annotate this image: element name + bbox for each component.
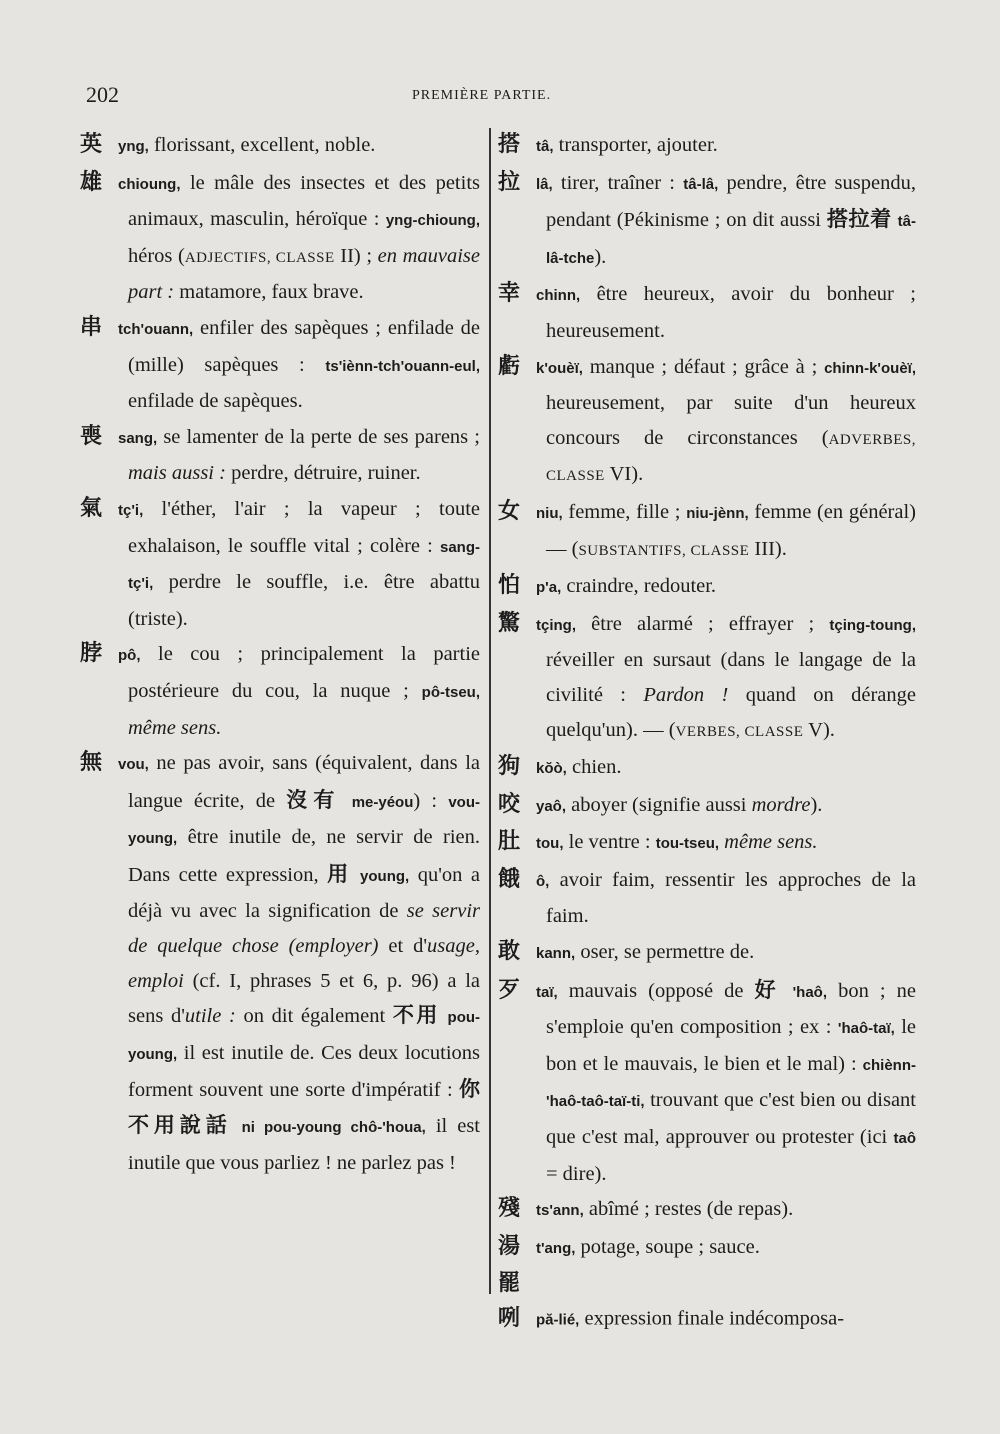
romanization: niu-jènn, xyxy=(686,504,749,522)
dictionary-entry xyxy=(498,166,916,277)
definition-text: ) : xyxy=(413,789,449,812)
romanization: taï, xyxy=(536,983,558,1001)
inline-characters: 好 xyxy=(754,977,782,1002)
dictionary-entry xyxy=(498,128,916,165)
definition-text: aboyer (signifie aussi xyxy=(566,793,752,816)
romanization: tou, xyxy=(536,835,564,853)
romanization: tçing-toung, xyxy=(829,616,916,634)
definition-text: potage, soupe ; sauce. xyxy=(575,1235,760,1258)
definition-text: V). xyxy=(803,718,835,741)
romanization: p'a, xyxy=(536,579,562,597)
definition-text: et d' xyxy=(378,935,428,958)
headword-character: 無 xyxy=(80,750,103,776)
inline-characters: 用 xyxy=(327,861,352,886)
headword-character: 殘 xyxy=(498,1196,521,1222)
headword-character: 雄 xyxy=(80,169,103,195)
romanization: tâ, xyxy=(536,138,554,155)
dictionary-entry xyxy=(498,750,916,787)
headword-character: 女 xyxy=(498,498,521,524)
romanization: yaô, xyxy=(536,797,567,815)
headword-character: 湯 xyxy=(498,1233,521,1259)
definition-text xyxy=(352,864,361,886)
definition-text: se lamenter de la perte de ses parens ; xyxy=(157,425,480,448)
romanization: taô xyxy=(893,1130,916,1148)
dictionary-entry xyxy=(80,420,480,491)
dictionary-entry xyxy=(498,1230,916,1267)
inline-characters: 沒有 xyxy=(286,787,341,812)
definition-text: le mâle des insectes et des petits animaux, masculin, héroïque : xyxy=(128,171,480,231)
definition-text xyxy=(440,1005,448,1027)
dictionary-entry xyxy=(80,492,480,636)
definition-text: être heureux, avoir du bonheur ; heureusement. xyxy=(546,283,916,342)
headword-character: 怕 xyxy=(498,573,521,599)
headword-character: 英 xyxy=(80,132,103,157)
definition-text: chien. xyxy=(566,756,622,779)
italic-text: mais aussi : xyxy=(128,462,226,485)
romanization: sang, xyxy=(118,429,158,447)
definition-text: l'éther, l'air ; la vapeur ; toute exhalaison, le souffle vital ; colère : xyxy=(128,497,480,557)
definition-text: qu'on a déjà vu avec la signification de xyxy=(128,863,481,923)
headword-character: 餓 xyxy=(498,866,521,892)
dictionary-entry xyxy=(498,350,916,494)
definition-text: être inutile de, ne servir de rien. Dans cette expression, xyxy=(128,826,480,886)
romanization: kann, xyxy=(536,945,576,963)
romanization: ts'ann, xyxy=(536,1202,584,1220)
definition-text xyxy=(232,1115,242,1137)
definition-text: pendre, être suspendu, pendant (Pékinisme ; on dit aussi xyxy=(546,171,916,232)
dictionary-entry xyxy=(498,863,916,934)
romanization: pă-lié, xyxy=(536,1312,580,1329)
romanization: tch'ouann, xyxy=(118,320,194,338)
headword-character: 虧 xyxy=(498,353,521,379)
dictionary-entry xyxy=(80,637,480,745)
headword-character: 拉 xyxy=(498,169,521,195)
romanization: tâ-lâ, xyxy=(683,175,719,193)
definition-text: matamore, faux brave. xyxy=(174,281,364,304)
definition-text: le cou ; principalement la partie postérieure du cou, la nuque ; xyxy=(128,643,480,702)
definition-text: il est inutile de. Ces deux locutions forment souvent une sorte d'impératif : xyxy=(128,1041,480,1102)
definition-text: quand on dérange quelqu'un). — ( xyxy=(546,683,916,741)
romanization: chioung, xyxy=(118,175,181,193)
romanization: pô-tseu, xyxy=(421,683,480,701)
definition-text xyxy=(782,980,793,1002)
headword-character: 罷咧 xyxy=(498,1271,521,1331)
dictionary-entry xyxy=(80,746,480,1180)
definition-text: ). xyxy=(594,245,607,268)
definition-text: ne pas avoir, sans (équivalent, dans la langue écrite, de xyxy=(128,752,480,812)
dictionary-entry xyxy=(498,788,916,825)
dictionary-entry xyxy=(80,128,480,165)
romanization: lâ, xyxy=(536,175,553,193)
romanization: ô, xyxy=(536,872,550,890)
small-caps-text: ADVERBES, CLASSE xyxy=(546,431,916,485)
romanization: chiènn-'haô-taô-taï-ti, xyxy=(546,1056,916,1111)
dictionary-entry xyxy=(498,825,916,862)
headword-character: 狗 xyxy=(498,754,521,780)
dictionary-entry xyxy=(498,607,916,749)
definition-text: femme, fille ; xyxy=(562,500,687,523)
dictionary-entry xyxy=(498,495,916,568)
italic-text: usage, emploi xyxy=(128,935,480,992)
definition-text: manque ; défaut ; grâce à ; xyxy=(582,355,825,378)
dictionary-entry xyxy=(80,311,480,419)
dictionary-entry xyxy=(498,935,916,972)
romanization: yng, xyxy=(118,138,149,155)
inline-characters: 你不用說話 xyxy=(128,1077,480,1138)
definition-text: transporter, ajouter. xyxy=(553,134,718,156)
running-head: PREMIÈRE PARTIE. xyxy=(412,88,552,103)
small-caps-text: SUBSTANTIFS, CLASSE xyxy=(578,542,750,559)
definition-text: VI). xyxy=(604,463,644,486)
small-caps-text: VERBES, CLASSE xyxy=(675,723,804,740)
page-number: 202 xyxy=(86,82,119,107)
definition-text xyxy=(340,790,351,812)
headword-character: 敢 xyxy=(498,939,521,965)
definition-text: on dit également xyxy=(235,1005,393,1028)
italic-text: mordre xyxy=(751,793,811,816)
left-column xyxy=(80,128,480,1181)
definition-text: il est inutile que vous parliez ! ne parlez pas ! xyxy=(128,1115,481,1174)
romanization: 'haô-taï, xyxy=(837,1020,895,1038)
romanization: k'ouèï, xyxy=(536,359,583,377)
dictionary-entry xyxy=(498,1192,916,1229)
romanization: tâ-lâ-tche xyxy=(546,213,917,267)
dictionary-entry xyxy=(498,277,916,348)
definition-text: avoir faim, ressentir les approches de la faim. xyxy=(546,868,916,928)
romanization: tou-tseu, xyxy=(655,835,720,853)
romanization: 'haô, xyxy=(792,983,827,1001)
definition-text: expression finale indécomposa- xyxy=(579,1308,845,1330)
romanization: tçing, xyxy=(536,616,576,634)
romanization: yng-chioung, xyxy=(385,212,480,230)
definition-text: bon ; ne s'emploie qu'en composition ; ex : xyxy=(546,979,917,1039)
definition-text: le ventre : xyxy=(563,831,656,854)
headword-character: 喪 xyxy=(80,423,103,449)
italic-text: se servir de quelque chose (employer) xyxy=(128,900,480,958)
italic-text: même sens. xyxy=(724,831,818,854)
romanization: t'ang, xyxy=(536,1239,576,1257)
definition-text: mauvais (opposé de xyxy=(557,979,755,1002)
italic-text: en mauvaise part : xyxy=(128,244,480,304)
romanization: ts'iènn-tch'ouann-eul, xyxy=(325,357,480,375)
headword-character: 氣 xyxy=(80,495,103,521)
definition-text: heureusement, par suite d'un heureux concours de circonstances ( xyxy=(546,392,916,449)
romanization: chinn-k'ouèï, xyxy=(824,359,916,377)
definition-text: = dire). xyxy=(546,1162,607,1185)
definition-text: perdre le souffle, i.e. être abattu (triste). xyxy=(128,571,480,630)
definition-text: enfilade de sapèques. xyxy=(128,390,303,413)
definition-text: florissant, excellent, noble. xyxy=(148,134,376,156)
definition-text: trouvant que c'est bien ou disant que c'est mal, approuver ou protester (ici xyxy=(546,1089,916,1149)
definition-text: II) ; xyxy=(334,244,378,267)
romanization: chinn, xyxy=(536,287,581,305)
definition-text: oser, se permettre de. xyxy=(575,941,755,964)
inline-characters: 不用 xyxy=(392,1003,440,1028)
definition-text: enfiler des sapèques ; enfilade de (mille) sapèques : xyxy=(128,316,480,376)
definition-text: abîmé ; restes (de repas). xyxy=(583,1198,794,1221)
column-divider xyxy=(489,128,491,1294)
small-caps-text: ADJECTIFS, CLASSE xyxy=(184,249,335,266)
romanization: me-yéou xyxy=(351,793,414,811)
definition-text: (cf. I, phrases 5 et 6, p. 96) a la sens d' xyxy=(128,969,480,1028)
definition-text: craindre, redouter. xyxy=(561,575,717,598)
italic-text: utile : xyxy=(184,1005,236,1028)
dictionary-entry xyxy=(498,1267,916,1338)
definition-text: perdre, détruire, ruiner. xyxy=(225,462,421,485)
headword-character: 搭 xyxy=(498,132,521,157)
romanization: kŏò, xyxy=(536,760,567,778)
definition-text: III). xyxy=(749,537,787,560)
dictionary-entry xyxy=(498,973,916,1192)
definition-text: ). xyxy=(810,793,823,816)
headword-character: 肚 xyxy=(498,829,521,855)
definition-text: être alarmé ; effrayer ; xyxy=(576,612,830,635)
romanization: vou, xyxy=(118,756,149,774)
romanization: pô, xyxy=(118,647,141,665)
romanization: ni pou-young chô-'houa, xyxy=(241,1119,426,1137)
headword-character: 驚 xyxy=(498,610,521,636)
definition-text: réveiller en sursaut (dans le langage de la civilité : xyxy=(546,649,916,706)
inline-characters: 搭拉着 xyxy=(826,207,892,232)
italic-text: même sens. xyxy=(128,716,222,739)
romanization: tç'i, xyxy=(118,501,144,519)
headword-character: 脖 xyxy=(80,641,103,667)
headword-character: 咬 xyxy=(498,791,521,817)
romanization: vou-young, xyxy=(128,793,480,848)
dictionary-entry xyxy=(498,569,916,606)
definition-text: tirer, traîner : xyxy=(552,171,684,194)
italic-text: Pardon ! xyxy=(643,683,729,706)
romanization: young, xyxy=(360,867,410,885)
definition-text: femme (en général) — ( xyxy=(546,500,916,560)
headword-character: 幸 xyxy=(498,281,521,307)
definition-text: le bon et le mauvais, le bien et le mal) : xyxy=(546,1016,916,1075)
romanization: sang-tç'i, xyxy=(128,538,480,593)
dictionary-entry xyxy=(80,166,480,310)
definition-text: héros ( xyxy=(128,244,185,267)
headword-character: 歹 xyxy=(498,977,521,1003)
romanization: pou-young, xyxy=(128,1009,481,1063)
right-column xyxy=(498,128,916,1340)
headword-character: 串 xyxy=(80,314,103,340)
romanization: niu, xyxy=(536,504,563,522)
